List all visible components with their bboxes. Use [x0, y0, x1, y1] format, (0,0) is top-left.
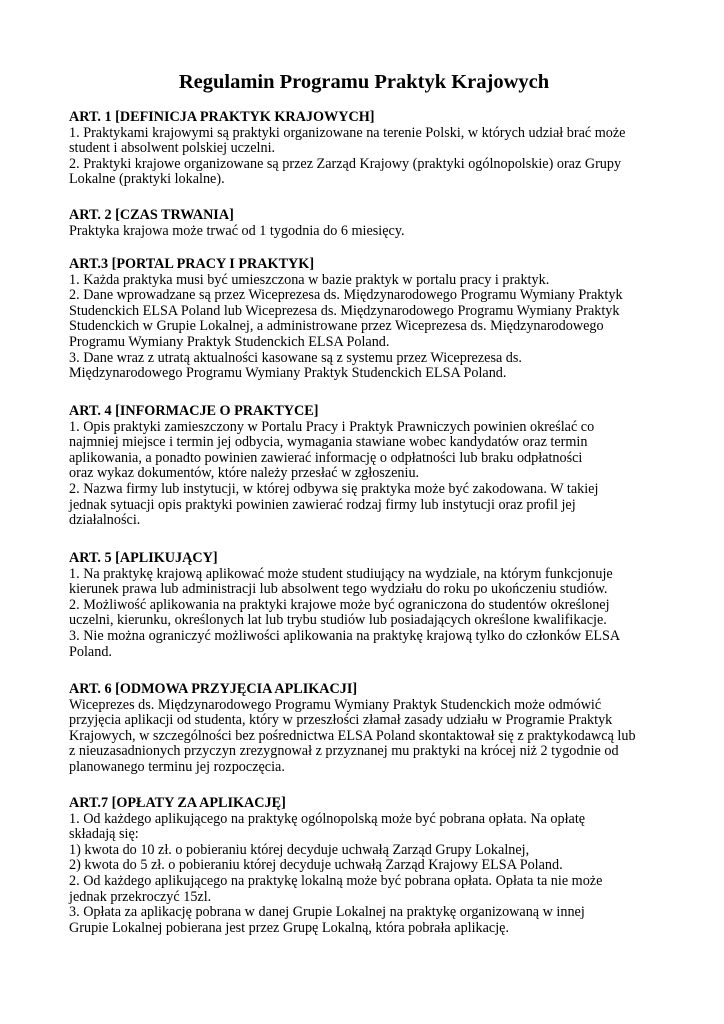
paragraph-line: 1) kwota do 10 zł. o pobieraniu której decyduje uchwałą Zarząd Grupy Lokalnej, [69, 841, 530, 858]
paragraph-line: aplikowania, a ponadto powinien zawierać informację o odpłatności lub braku odpłatności [69, 449, 583, 466]
paragraph-line: 1. Od każdego aplikującego na praktykę ogólnopolską może być pobrana opłata. Na opłatę [69, 810, 586, 827]
paragraph-line: Wiceprezes ds. Międzynarodowego Programu Wymiany Praktyk Studenckich może odmówić [69, 696, 602, 713]
paragraph-line: 2. Możliwość aplikowania na praktyki krajowe może być ograniczona do studentów określonej [69, 596, 610, 613]
paragraph-line: uczelni, kierunku, określonych lat lub trybu studiów lub posiadających określone kwalifikacje. [69, 612, 607, 629]
paragraph-line: oraz wykaz dokumentów, które należy przesłać w zgłoszeniu. [69, 465, 420, 482]
paragraph-line: Międzynarodowego Programu Wymiany Praktyk Studenckich ELSA Poland. [69, 365, 507, 382]
paragraph-line: najmniej miejsce i termin jej odbycia, wymagania stawiane wobec kandydatów oraz termin [69, 434, 588, 451]
paragraph-line: Praktyka krajowa może trwać od 1 tygodnia do 6 miesięcy. [69, 222, 405, 239]
article-5 [69, 551, 669, 660]
article-6 [69, 682, 669, 776]
article-heading: ART.3 [PORTAL PRACY I PRAKTYK] [69, 256, 315, 272]
paragraph-line: działalności. [69, 512, 141, 529]
paragraph-line: kierunek prawa lub administracji lub absolwent tego wydziału do roku po ukończeniu studiów. [69, 581, 608, 598]
paragraph-line: 3. Opłata za aplikację pobrana w danej Grupie Lokalnej na praktykę organizowaną w innej [69, 904, 585, 921]
paragraph-line: Poland. [69, 643, 112, 660]
paragraph-line: przyjęcia aplikacji od studenta, który w przeszłości złamał zasady udziału w Programie Praktyk [69, 712, 613, 729]
paragraph-line: 1. Opis praktyki zamieszczony w Portalu Pracy i Praktyk Prawniczych powinien określać co [69, 418, 595, 435]
page-title: Regulamin Programu Praktyk Krajowych [178, 71, 550, 93]
paragraph-line: Studenckich ELSA Poland lub Wiceprezesa ds. Międzynarodowego Programu Wymiany Praktyk [69, 302, 620, 319]
paragraph-line: 2. Dane wprowadzane są przez Wiceprezesa ds. Międzynarodowego Programu Wymiany Praktyk [69, 287, 623, 304]
paragraph-line: z nieuzasadnionych przyczyn zrezygnował z przyznanej mu praktyki na krócej niż 2 tygodnie od [69, 743, 619, 760]
paragraph-line: 1. Każda praktyka musi być umieszczona w bazie praktyk w portalu pracy i praktyk. [69, 271, 550, 288]
paragraph-line: Programu Wymiany Praktyk Studenckich ELSA Poland. [69, 333, 390, 350]
article-heading: ART. 2 [CZAS TRWANIA] [69, 207, 234, 223]
paragraph-line: 1. Praktykami krajowymi są praktyki organizowane na terenie Polski, w których udział brać może [69, 124, 626, 141]
article-3 [69, 257, 669, 382]
article-7 [69, 796, 669, 936]
article-heading: ART. 6 [ODMOWA PRZYJĘCIA APLIKACJI] [69, 681, 358, 697]
paragraph-line: Studenckich w Grupie Lokalnej, a administrowane przez Wiceprezesa ds. Międzynarodowego [69, 318, 604, 335]
article-4 [69, 404, 669, 529]
paragraph-line: 1. Na praktykę krajową aplikować może student studiujący na wydziale, na którym funkcjonuje [69, 565, 613, 582]
paragraph-line: 3. Dane wraz z utratą aktualności kasowane są z systemu przez Wiceprezesa ds. [69, 349, 522, 366]
paragraph-line: Krajowych, w szczególności bez pośrednictwa ELSA Poland skontaktował się z praktykodawcą lub [69, 727, 636, 744]
article-1 [69, 110, 669, 188]
paragraph-line: 2. Od każdego aplikującego na praktykę lokalną może być pobrana opłata. Opłata ta nie może [69, 872, 603, 889]
paragraph-line: składają się: [69, 826, 139, 843]
paragraph-line: 2. Praktyki krajowe organizowane są przez Zarząd Krajowy (praktyki ogólnopolskie) oraz Grupy [69, 155, 622, 172]
paragraph-line: Lokalne (praktyki lokalne). [69, 171, 225, 188]
paragraph-line: jednak przekroczyć 15zl. [69, 888, 212, 905]
paragraph-line: Grupie Lokalnej pobierana jest przez Grupę Lokalną, która pobrała aplikację. [69, 919, 510, 936]
paragraph-line: 2. Nazwa firmy lub instytucji, w której odbywa się praktyka może być zakodowana. W takiej [69, 480, 599, 497]
article-2 [69, 208, 669, 239]
paragraph-line: 3. Nie można ograniczyć możliwości aplikowania na praktykę krajową tylko do członków ELSA [69, 627, 621, 644]
article-heading: ART. 5 [APLIKUJĄCY] [69, 550, 218, 566]
paragraph-line: jednak sytuacji opis praktyki powinien zawierać rodzaj firmy lub instytucji oraz profil jej [69, 496, 576, 513]
article-heading: ART. 4 [INFORMACJE O PRAKTYCE] [69, 403, 319, 419]
paragraph-line: planowanego terminu jej rozpoczęcia. [69, 758, 285, 775]
paragraph-line: student i absolwent polskiej uczelni. [69, 140, 276, 157]
article-heading: ART. 1 [DEFINICJA PRAKTYK KRAJOWYCH] [69, 109, 375, 125]
paragraph-line: 2) kwota do 5 zł. o pobieraniu której decyduje uchwałą Zarząd Krajowy ELSA Poland. [69, 857, 563, 874]
article-heading: ART.7 [OPŁATY ZA APLIKACJĘ] [69, 795, 286, 811]
